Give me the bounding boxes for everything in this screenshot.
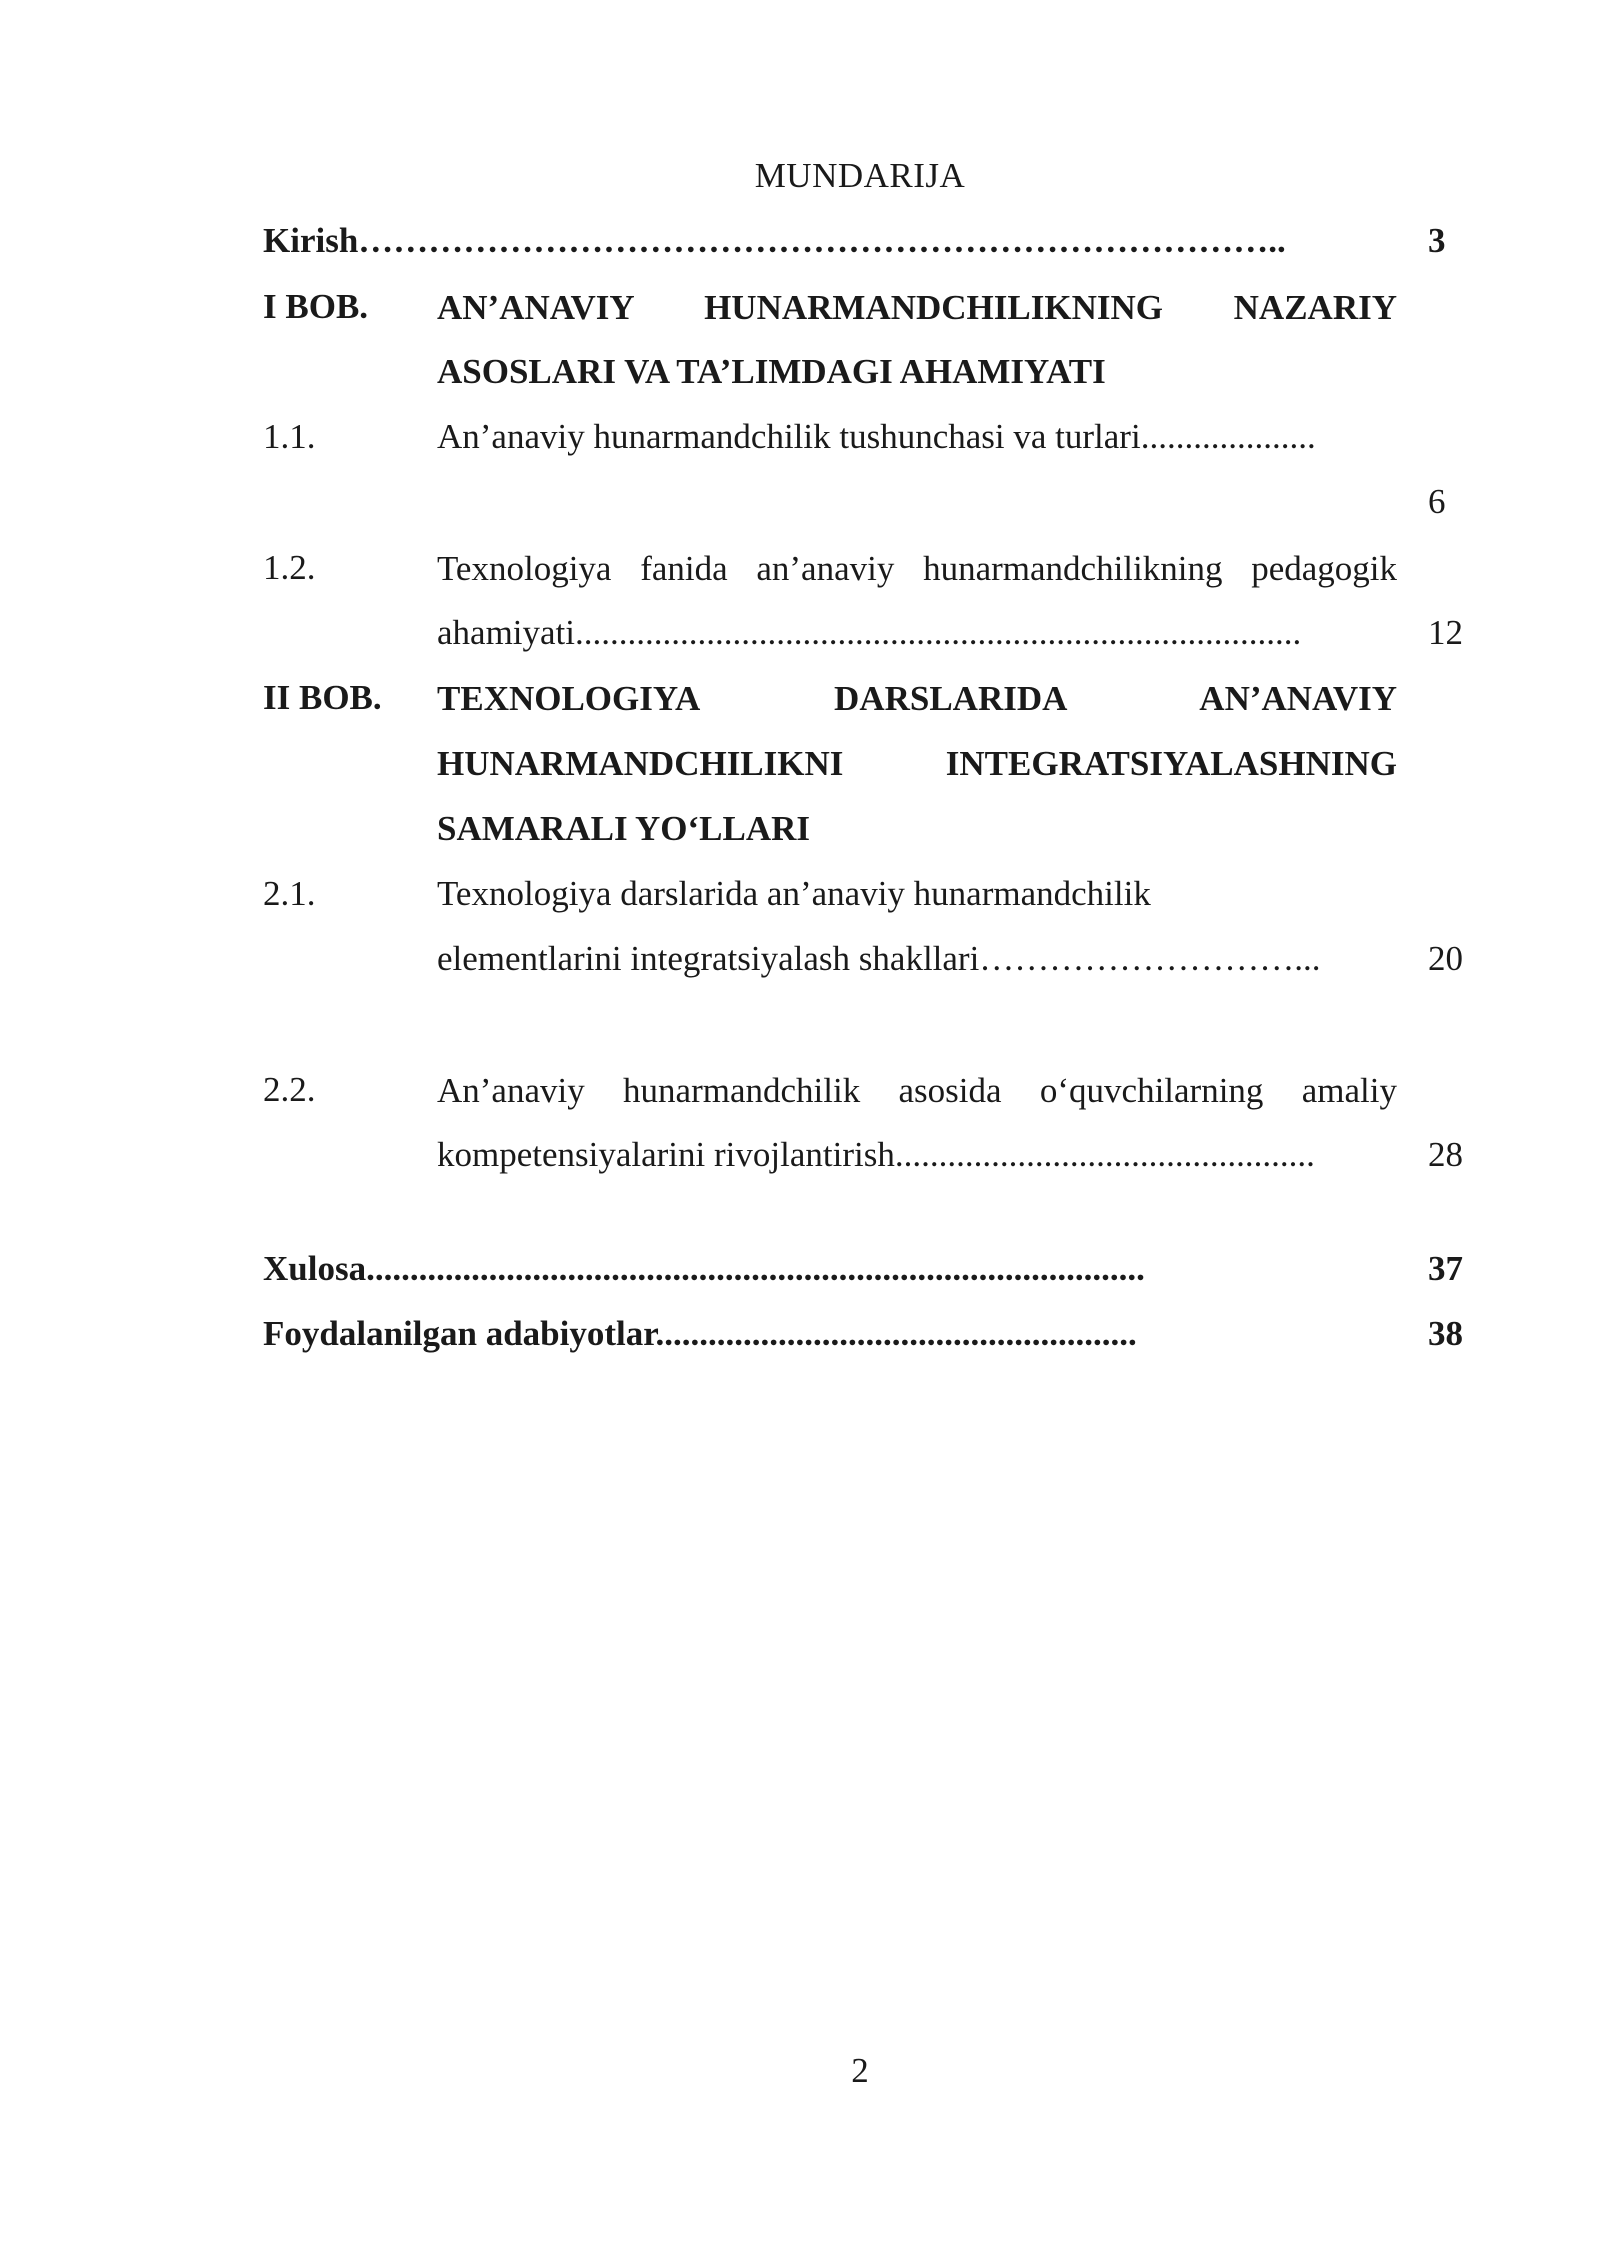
section-1-1-number: 1.1.	[263, 417, 316, 456]
toc-page-intro: 3	[1428, 221, 1446, 260]
section-1-1-page: 6	[1428, 482, 1446, 521]
chapter-1-label: I BOB.	[263, 287, 369, 326]
section-2-2-title-line-2: kompetensiyalarini rivojlantirish................................................	[437, 1135, 1315, 1174]
page-title: MUNDARIJA	[754, 156, 966, 195]
chapter-1-title-line-2: ASOSLARI VA TA’LIMDAGI AHAMIYATI	[437, 352, 1106, 391]
chapter-1-title-line-1: AN’ANAVIY HUNARMANDCHILIKNING NAZARIY	[437, 288, 1397, 327]
section-2-2-number: 2.2.	[263, 1070, 316, 1109]
chapter-2-label: II BOB.	[263, 678, 382, 717]
section-1-2-title-line-2: ahamiyati...................................................................................	[437, 613, 1302, 652]
section-1-2-page: 12	[1428, 613, 1463, 652]
section-1-1-title: An’anaviy hunarmandchilik tushunchasi va turlari....................	[437, 417, 1316, 456]
section-2-1-title-line-2: elementlarini integratsiyalash shakllari………………………...	[437, 939, 1321, 978]
section-2-1-number: 2.1.	[263, 874, 316, 913]
chapter-2-title-line-3: SAMARALI YO‘LLARI	[437, 809, 811, 848]
chapter-2-title-line-1: TEXNOLOGIYA DARSLARIDA AN’ANAVIY	[437, 679, 1397, 718]
toc-entry-conclusion: Xulosa.........................................................................................	[263, 1249, 1145, 1288]
page-number: 2	[851, 2051, 869, 2090]
section-1-2-number: 1.2.	[263, 548, 316, 587]
section-2-2-page: 28	[1428, 1135, 1463, 1174]
toc-entry-references: Foydalanilgan adabiyotlar.......................................................	[263, 1314, 1137, 1353]
section-2-1-title-line-1: Texnologiya darslarida an’anaviy hunarmandchilik	[437, 874, 1151, 913]
section-2-2-title-line-1: An’anaviy hunarmandchilik asosida o‘quvchilarning amaliy	[437, 1071, 1397, 1110]
toc-page-references: 38	[1428, 1314, 1463, 1353]
section-1-2-title-line-1: Texnologiya fanida an’anaviy hunarmandchilikning pedagogik	[437, 549, 1397, 588]
toc-entry-intro: Kirish……………………………………………………………………..	[263, 221, 1286, 260]
toc-page-conclusion: 37	[1428, 1249, 1463, 1288]
chapter-2-title-line-2: HUNARMANDCHILIKNI INTEGRATSIYALASHNING	[437, 744, 1397, 783]
section-2-1-page: 20	[1428, 939, 1463, 978]
